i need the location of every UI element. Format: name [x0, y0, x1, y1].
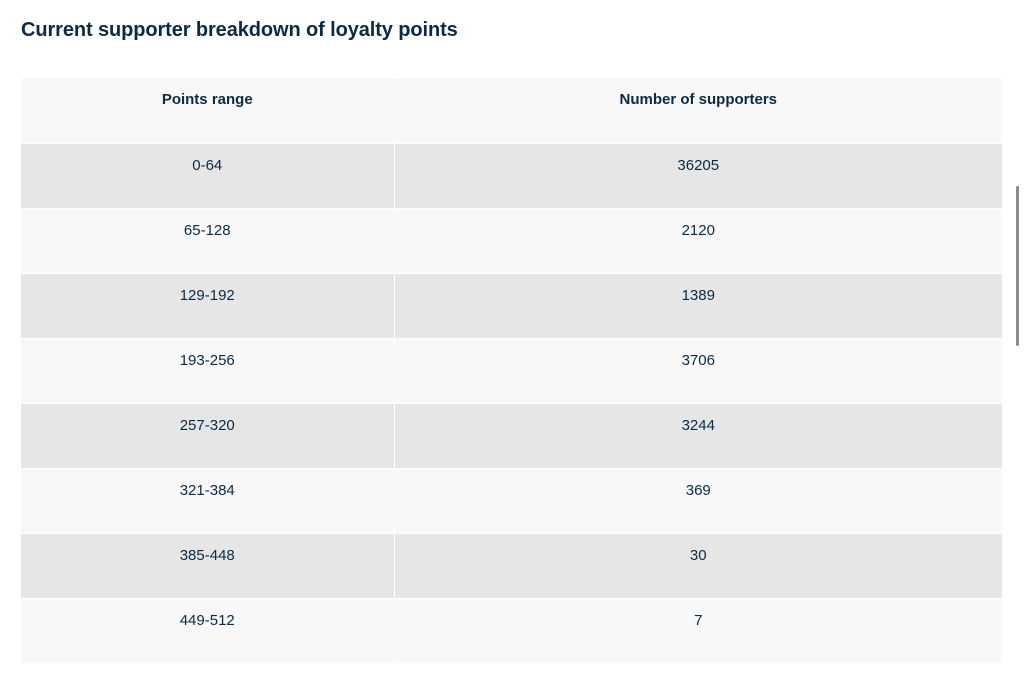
points-range-cell: 257-320 [21, 403, 394, 468]
table-row [21, 598, 1002, 663]
supporter-count-cell: 1389 [394, 273, 1002, 338]
table-row [21, 208, 1002, 273]
loyalty-points-table-container [21, 78, 1002, 663]
column-header-points-range: Points range [21, 78, 394, 143]
table-row [21, 338, 1002, 403]
points-range-cell: 321-384 [21, 468, 394, 533]
supporter-count-cell: 3244 [394, 403, 1002, 468]
table-row [21, 143, 1002, 208]
supporter-count-cell: 7 [394, 598, 1002, 663]
table-row [21, 533, 1002, 598]
points-range-cell: 0-64 [21, 143, 394, 208]
table-row [21, 403, 1002, 468]
points-range-cell: 65-128 [21, 208, 394, 273]
table-header-row [21, 78, 1002, 143]
column-header-number-of-supporters: Number of supporters [394, 78, 1002, 143]
points-range-cell: 129-192 [21, 273, 394, 338]
page-title: Current supporter breakdown of loyalty points [21, 19, 458, 41]
points-range-cell: 193-256 [21, 338, 394, 403]
vertical-scrollbar-thumb[interactable] [1016, 186, 1019, 346]
supporter-count-cell: 30 [394, 533, 1002, 598]
supporter-count-cell: 36205 [394, 143, 1002, 208]
loyalty-points-table [21, 78, 1002, 663]
supporter-count-cell: 3706 [394, 338, 1002, 403]
points-range-cell: 449-512 [21, 598, 394, 663]
table-row [21, 468, 1002, 533]
points-range-cell: 385-448 [21, 533, 394, 598]
supporter-count-cell: 369 [394, 468, 1002, 533]
supporter-count-cell: 2120 [394, 208, 1002, 273]
table-row [21, 273, 1002, 338]
